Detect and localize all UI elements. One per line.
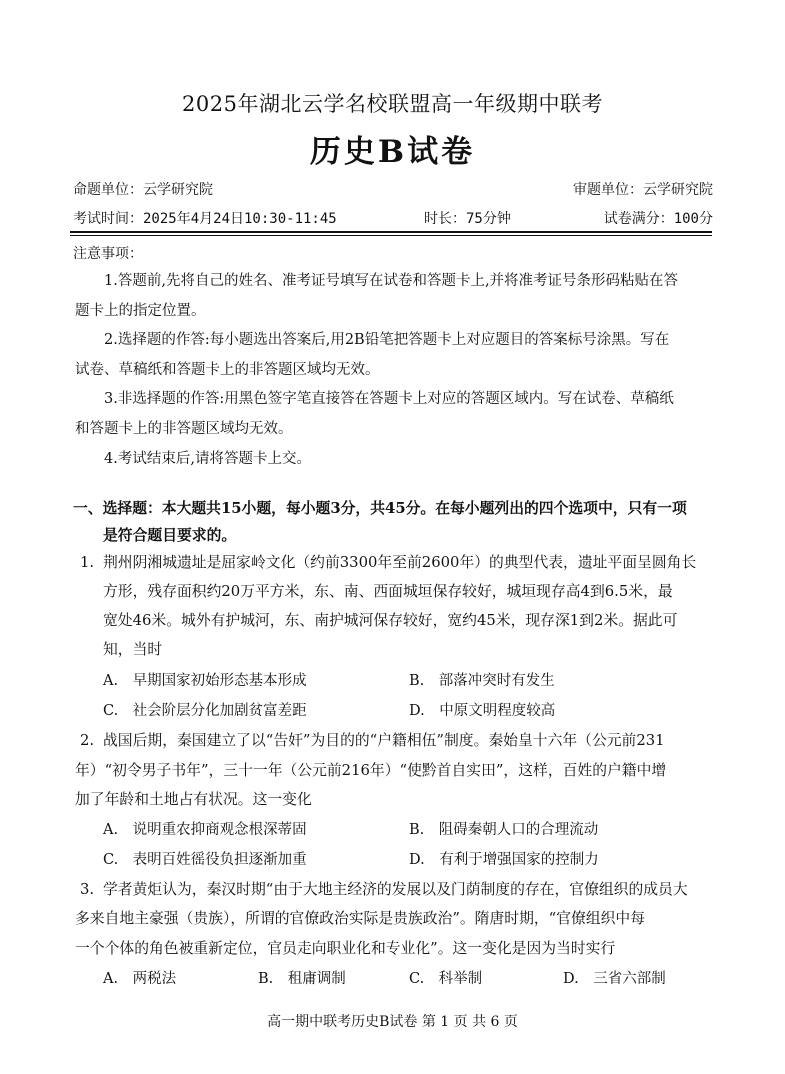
question-2-option-b: B. 阻碍秦朝人口的合理流动 [409, 822, 599, 838]
note-2-line-1: 2.选择题的作答:每小题选出答案后,用2B铅笔把答题卡上对应题目的答案标号涂黑。写在 [104, 332, 670, 348]
exam-subtitle: 历史B试卷 [309, 134, 476, 170]
note-3-line-2: 和答题卡上的非答题区域均无效。 [75, 421, 293, 437]
note-2-line-2: 试卷、草稿纸和答题卡上的非答题区域均无效。 [75, 362, 380, 378]
section-heading-line-2: 是符合题目要求的。 [103, 527, 237, 544]
note-3-line-1: 3.非选择题的作答:用黑色签字笔直接答在答题卡上对应的答题区域内。写在试卷、草稿纸 [104, 391, 674, 407]
note-1-line-1: 1.答题前,先将自己的姓名、准考证号填写在试卷和答题卡上,并将准考证号条形码粘贴在答 [104, 273, 679, 289]
note-4: 4.考试结束后,请将答题卡上交。 [104, 451, 311, 467]
question-1-line-3: 宽处46米。城外有护城河，东、南护城河保存较好，宽约45米，现存深1到2米。据此可 [103, 612, 678, 629]
question-1-line-2: 方形，残存面积约20万平方米，东、南、西面城垣保存较好，城垣现存高4到6.5米，最 [103, 583, 673, 600]
full-score: 试卷满分：100分 [603, 211, 713, 227]
setter-unit: 命题单位：云学研究院 [73, 182, 213, 198]
question-1-option-c: C. 社会阶层分化加剧贫富差距 [103, 703, 307, 719]
question-1-option-b: B. 部落冲突时有发生 [409, 673, 555, 689]
question-number: 2. [80, 732, 95, 749]
question-3-option-c: C. 科举制 [409, 971, 483, 987]
question-3-option-a: A. 两税法 [103, 971, 177, 987]
question-3-line-2: 多来自地主豪强（贵族），所谓的官僚政治实际是贵族政治”。隋唐时期，“官僚组织中每 [75, 910, 646, 927]
question-1-option-a: A. 早期国家初始形态基本形成 [103, 673, 307, 689]
question-1-option-d: D. 中原文明程度较高 [409, 703, 556, 719]
question-2-option-c: C. 表明百姓徭役负担逐渐加重 [103, 852, 307, 868]
question-1-line-1: 荆州阴湘城遗址是屈家岭文化（约前3300年至前2600年）的典型代表，遗址平面呈圆角长 [103, 554, 697, 571]
question-2-line-3: 加了年龄和土地占有状况。这一变化 [75, 791, 312, 808]
question-2-line-2: 年）“初令男子书年”，三十一年（公元前216年）“使黔首自实田”，这样，百姓的户籍中增 [75, 762, 667, 779]
note-1-line-2: 题卡上的指定位置。 [75, 303, 206, 319]
notes-heading: 注意事项： [73, 246, 143, 262]
exam-time: 考试时间：2025年4月24日10:30-11:45 [73, 211, 337, 227]
question-2-option-d: D. 有利于增强国家的控制力 [409, 852, 599, 868]
question-3-line-1: 学者黄炬认为，秦汉时期“由于大地主经济的发展以及门荫制度的存在，官僚组织的成员大 [103, 881, 688, 898]
question-2-option-a: A. 说明重农抑商观念根深蒂固 [103, 822, 307, 838]
header-rule-thick [70, 231, 712, 233]
reviewer-unit: 审题单位：云学研究院 [573, 182, 713, 198]
section-heading-line-1: 一、选择题：本大题共15小题，每小题3分，共45分。在每小题列出的四个选项中，只有一项 [73, 500, 687, 517]
question-number: 1. [80, 554, 95, 571]
question-1-line-4: 知，当时 [103, 641, 163, 658]
question-3-line-3: 一个个体的角色被重新定位，官员走向职业化和专业化”。这一变化是因为当时实行 [75, 940, 616, 957]
question-3-option-d: D. 三省六部制 [563, 971, 666, 987]
question-3-option-b: B. 租庸调制 [258, 971, 346, 987]
question-number: 3. [80, 881, 95, 898]
exam-title: 2025年湖北云学名校联盟高一年级期中联考 [182, 92, 603, 116]
exam-duration: 时长：75分钟 [424, 211, 511, 227]
page-footer: 高一期中联考历史B试卷 第 1 页 共 6 页 [267, 1014, 518, 1030]
header-rule-thin [70, 235, 712, 236]
question-2-line-1: 战国后期，秦国建立了以“告奸”为目的的“户籍相伍”制度。秦始皇十六年（公元前231 [103, 732, 665, 749]
